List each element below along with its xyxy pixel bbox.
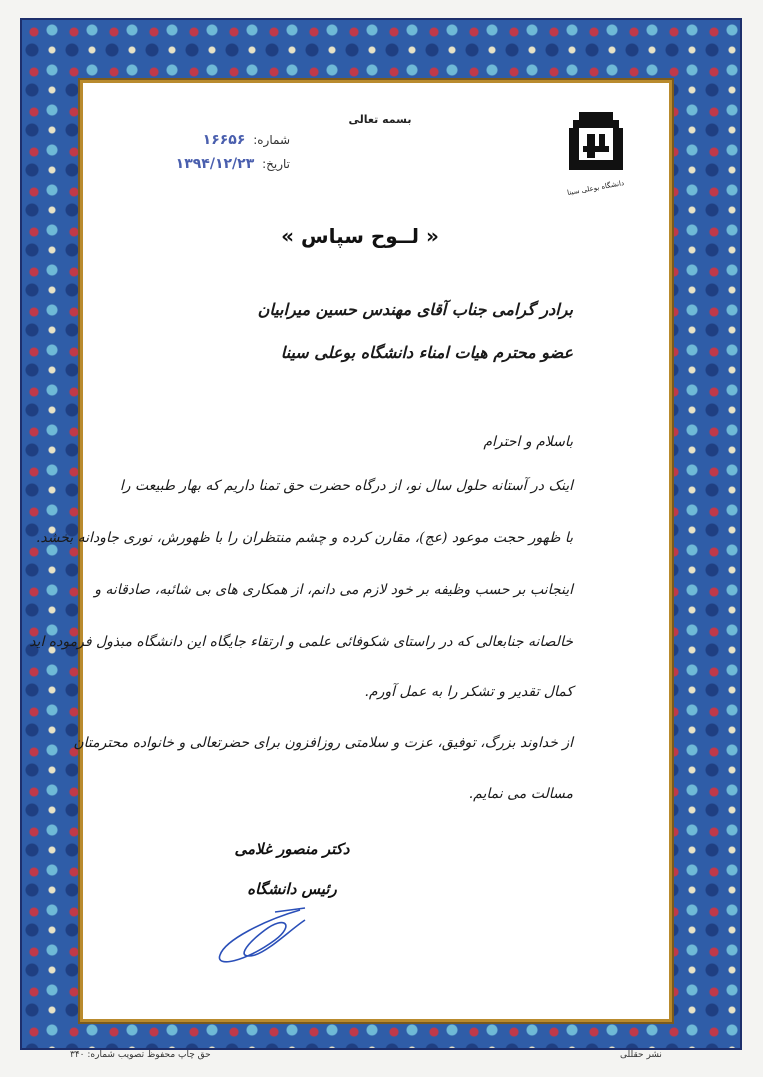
date-label: تاریخ: [262, 157, 290, 171]
footer-publisher: نشر حقللی [620, 1050, 662, 1060]
bismillah-heading: بسمه تعالی [348, 113, 412, 126]
handwritten-signature [205, 900, 315, 970]
body-line: از خداوند بزرگ، توفیق، عزت و سلامتی روزافزون برای حضرتعالی و خانواده محترمتان [73, 735, 573, 751]
date-row [140, 152, 290, 176]
number-value: ۱۶۶۵۶ [202, 132, 246, 148]
body-line: با ظهور حجت موعود (عج)، مقارن کرده و چشم منتظران را با ظهورش، نوری جاودانه بخشد. [35, 530, 573, 546]
date-value: ۱۳۹۴/۱۲/۲۳ [175, 156, 255, 172]
footer-print-info: حق چاپ محفوظ تصویب شماره: ۳۴۰ [70, 1050, 211, 1060]
greeting: باسلام و احترام [483, 434, 573, 450]
addressee-line-1: برادر گرامی جناب آقای مهندس حسین میرابیان [257, 300, 573, 319]
body-line: اینک در آستانه حلول سال نو، از درگاه حضرت حق تمنا داریم که بهار طبیعت را [119, 478, 573, 494]
reference-info [140, 128, 290, 176]
body-line: مسالت می نمایم. [468, 786, 573, 802]
body-line: کمال تقدیر و تشکر را به عمل آورم. [364, 684, 573, 700]
certificate-title: « لــوح سپاس » [281, 224, 439, 248]
number-row [140, 128, 290, 152]
university-logo [565, 110, 627, 200]
signature-block [232, 840, 352, 898]
signer-position: رئیس دانشگاه [247, 880, 337, 898]
signer-name: دکتر منصور غلامی [234, 840, 350, 858]
number-label: شماره: [253, 133, 290, 147]
addressee-line-2: عضو محترم هیات امناء دانشگاه بوعلی سینا [280, 343, 573, 362]
logo-caption: دانشگاه بوعلی سینا [566, 179, 625, 197]
certificate-paper [80, 80, 672, 1022]
body-line: خالصانه جنابعالی که در راستای شکوفائی علمی و ارتقاء جایگاه این دانشگاه مبذول فرموده اید [29, 634, 573, 650]
body-line: اینجانب بر حسب وظیفه بر خود لازم می دانم، از همکاری های بی شائبه، صادقانه و [94, 582, 573, 598]
